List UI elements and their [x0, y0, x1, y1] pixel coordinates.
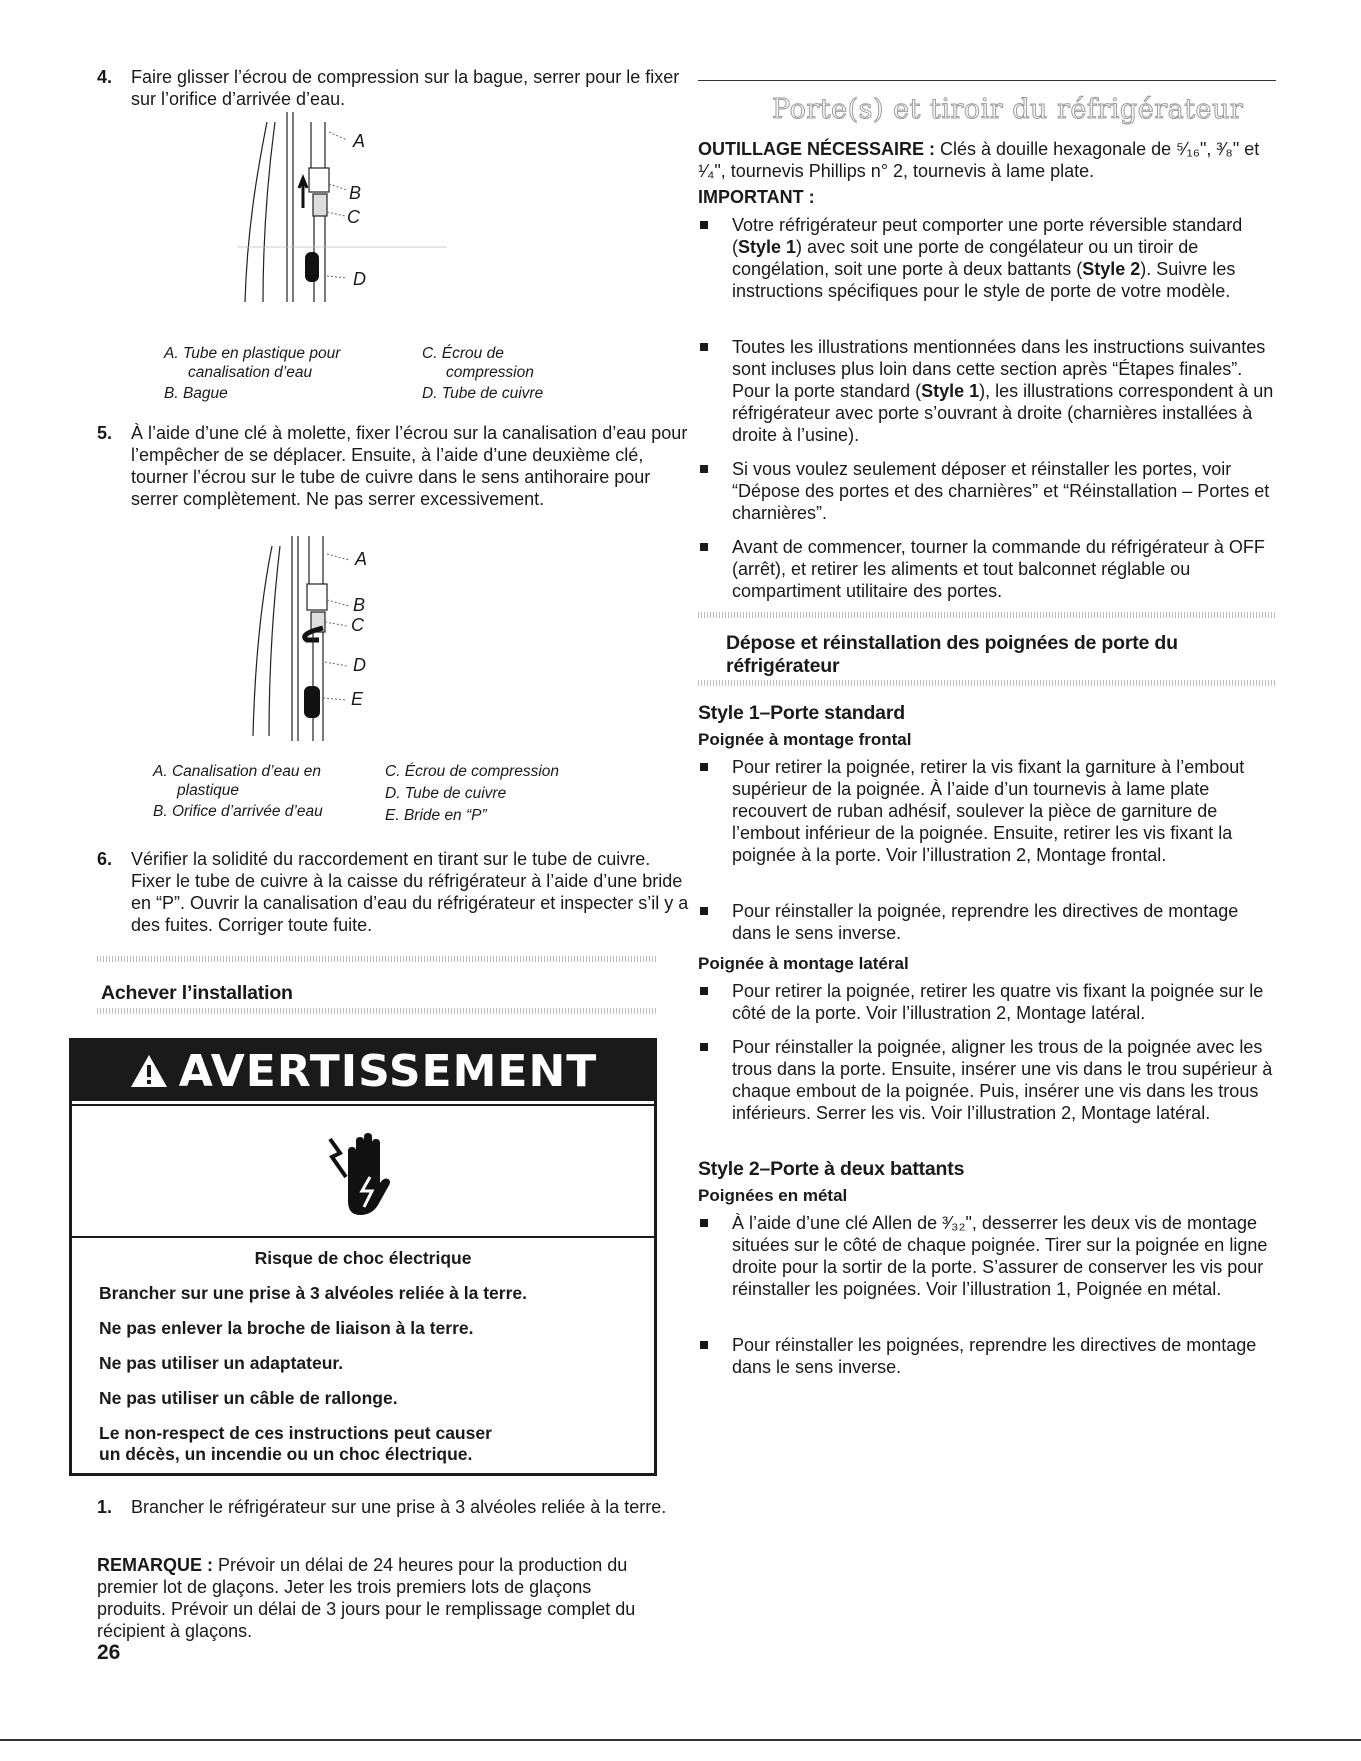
warning-line: Brancher sur une prise à 3 alvéoles reliée à la terre.	[99, 1283, 528, 1303]
bullet-icon	[700, 1043, 708, 1051]
bullet-icon	[700, 465, 708, 473]
label-b: B	[353, 595, 366, 615]
warning-line: Ne pas enlever la broche de liaison à la terre.	[99, 1318, 474, 1338]
bullet-icon	[700, 343, 708, 351]
caption-c: C. Écrou de compression	[385, 763, 560, 780]
bottom-rule	[0, 1739, 1361, 1741]
important-label: IMPORTANT :	[698, 187, 815, 207]
caption-b: B. Bague	[164, 385, 228, 402]
caption-e: E. Bride en “P”	[385, 807, 487, 824]
divider	[97, 1008, 657, 1014]
metal-bullet	[698, 1334, 1276, 1378]
step-text: À l’aide d’une clé à molette, fixer l’écrou sur la canalisation d’eau pour l’empêcher de se déplacer. Ensuite, à l’aide d’une deuxième clé, tourner l’écrou sur le tube de cuivre dans le sens antihoraire pour serrer complètement. Ne pas serrer excessivement.	[131, 423, 688, 509]
bullet-text: ) avec soit une porte de congélateur ou un tiroir de congélation, soit une porte à deux battants (	[732, 237, 1199, 279]
step-4	[97, 66, 691, 110]
warning-line: Ne pas utiliser un câble de rallonge.	[99, 1388, 398, 1408]
fitting-illustration	[97, 112, 657, 312]
remark-label: REMARQUE :	[97, 1555, 213, 1575]
important-bullet	[698, 214, 1276, 302]
important-bullet	[698, 536, 1276, 602]
warning-text	[72, 1238, 654, 1465]
bullet-icon	[700, 987, 708, 995]
step-number: 6.	[97, 849, 113, 869]
bullet-icon	[700, 1341, 708, 1349]
bullet-text: Pour réinstaller la poignée, reprendre les directives de montage dans le sens inverse.	[732, 901, 1239, 943]
step-text: Faire glisser l’écrou de compression sur la bague, serrer pour le fixer sur l’orifice d’arrivée d’eau.	[131, 67, 680, 109]
warning-consequence: Le non-respect de ces instructions peut causer	[99, 1423, 492, 1443]
water-line-illustration	[97, 536, 657, 746]
step-number: 4.	[97, 67, 113, 87]
label-c: C	[351, 615, 364, 635]
step-text: Brancher le réfrigérateur sur une prise à 3 alvéoles reliée à la terre.	[131, 1497, 667, 1517]
lateral-bullet	[698, 980, 1276, 1024]
tools-needed	[698, 138, 1276, 182]
step-6	[97, 848, 691, 936]
important-bullet	[698, 336, 1276, 446]
bullet-text: Si vous voulez seulement déposer et réinstaller les portes, voir “Dépose des portes et des charnières” et “Réinstallation – Portes et charnières”.	[732, 459, 1270, 523]
metal-heading: Poignées en métal	[698, 1186, 848, 1205]
style-ref: Style 1	[738, 237, 797, 257]
bullet-text: Toutes les illustrations mentionnées dans les instructions suivantes sont incluses plus loin dans cette section après “Étapes finales”. Pour la porte standard (	[732, 337, 1266, 401]
bullet-text: Avant de commencer, tourner la commande du réfrigérateur à OFF (arrêt), et retirer les aliments et tout balconnet réglable ou compartiment utilitaire des portes.	[732, 537, 1265, 601]
frontal-bullet	[698, 900, 1276, 944]
style1-heading: Style 1–Porte standard	[698, 702, 905, 724]
important-bullet	[698, 458, 1276, 524]
label-d: D	[353, 269, 366, 289]
divider	[698, 680, 1276, 686]
warning-title: AVERTISSEMENT	[178, 1045, 598, 1097]
caption-a: A. Canalisation d’eau en	[153, 763, 322, 780]
warning-consequence: un décès, un incendie ou un choc électrique.	[99, 1444, 473, 1464]
bullet-text: ), les illustrations correspondent à un réfrigérateur avec porte s’ouvrant à droite (charnières installées à droite à l’usine).	[732, 381, 1274, 445]
step-number: 5.	[97, 423, 113, 443]
figure-water-line	[97, 536, 657, 746]
bullet-text: À l’aide d’une clé Allen de ³⁄₃₂", desserrer les deux vis de montage situées sur le côté de chaque poignée. Tirer sur la poignée en ligne droite pour la sortir de la porte. S’assurer de conserver les vis pour réinstaller les poignées. Voir l’illustration 1, Poignée en métal.	[732, 1213, 1268, 1299]
warning-header	[72, 1041, 654, 1101]
warning-box	[69, 1038, 657, 1476]
bullet-text: ). Suivre les instructions spécifiques pour le style de porte de votre modèle.	[732, 259, 1236, 301]
divider	[698, 612, 1276, 618]
caption-c: C. Écrou de	[422, 345, 504, 362]
caption-b: B. Orifice d’arrivée d’eau	[153, 803, 323, 820]
bullet-icon	[700, 907, 708, 915]
caption-d: D. Tube de cuivre	[422, 385, 544, 402]
bullet-text: Pour retirer la poignée, retirer la vis fixant la garniture à l’embout supérieur de la poignée. À l’aide d’un tournevis à lame plate recouvert de ruban adhésif, soulever la pièce de garniture de l’embout inférieur de la poignée. Ensuite, retirer les vis fixant la poignée à la porte. Voir l’illustration 2, Montage frontal.	[732, 757, 1245, 865]
top-rule	[698, 80, 1276, 81]
style-ref: Style 1	[921, 381, 980, 401]
lateral-bullet	[698, 1036, 1276, 1124]
label-a: A	[353, 131, 366, 151]
label-a: A	[355, 549, 368, 569]
frontal-bullet	[698, 756, 1276, 866]
label-b: B	[349, 183, 362, 203]
remark-text: Prévoir un délai de 24 heures pour la production du premier lot de glaçons. Jeter les trois premiers lots de glaçons produits. Prévoir un délai de 3 jours pour le remplissage complet du récipient à glaçons.	[97, 1555, 636, 1641]
tools-label: OUTILLAGE NÉCESSAIRE :	[698, 139, 936, 159]
frontal-heading: Poignée à montage frontal	[698, 730, 912, 749]
figure-compression-nut	[97, 112, 657, 312]
section-title: Porte(s) et tiroir du réfrigérateur	[772, 94, 1244, 125]
caption-a-cont: plastique	[177, 782, 240, 799]
depose-heading: Dépose et réinstallation des poignées de porte du réfrigérateur	[726, 632, 1178, 677]
lateral-heading: Poignée à montage latéral	[698, 954, 909, 973]
label-d: D	[353, 655, 366, 675]
step-number: 1.	[97, 1497, 113, 1517]
electric-shock-hand-icon	[318, 1121, 408, 1221]
divider	[97, 956, 657, 962]
step-1	[97, 1496, 691, 1518]
caption-a-cont: canalisation d’eau	[188, 364, 313, 381]
label-c: C	[347, 207, 360, 227]
tools-text: Clés à douille hexagonale de ⁵⁄₁₆", ³⁄₈" et ¹⁄₄", tournevis Phillips n° 2, tournevis à lame plate.	[698, 139, 1260, 181]
bullet-icon	[700, 763, 708, 771]
bullet-text: Pour réinstaller la poignée, aligner les trous de la poignée avec les trous dans la porte. Ensuite, insérer une vis dans le trou supérieur à chaque embout de la poignée. Puis, insérer une vis dans les trous inférieurs. Serrer les vis. Voir l’illustration 2, Montage latéral.	[732, 1037, 1273, 1123]
bullet-text: Pour réinstaller les poignées, reprendre les directives de montage dans le sens inverse.	[732, 1335, 1257, 1377]
warning-line: Ne pas utiliser un adaptateur.	[99, 1353, 344, 1373]
style2-heading: Style 2–Porte à deux battants	[698, 1158, 965, 1180]
warning-triangle-icon	[129, 1053, 169, 1089]
shock-symbol	[72, 1106, 654, 1236]
risk-title: Risque de choc électrique	[254, 1248, 472, 1268]
bullet-text: Votre réfrigérateur peut comporter une porte réversible standard (	[732, 215, 1243, 257]
metal-bullet	[698, 1212, 1276, 1300]
section-heading: Achever l’installation	[101, 982, 293, 1004]
caption-a: A. Tube en plastique pour	[164, 345, 341, 362]
bullet-icon	[700, 1219, 708, 1227]
bullet-icon	[700, 543, 708, 551]
caption-d: D. Tube de cuivre	[385, 785, 507, 802]
step-text: Vérifier la solidité du raccordement en tirant sur le tube de cuivre. Fixer le tube de cuivre à la caisse du réfrigérateur à l’aide d’une bride en “P”. Ouvrir la canalisation d’eau du réfrigérateur et inspecter s’il y a des fuites. Corriger toute fuite.	[131, 849, 689, 935]
caption-c-cont: compression	[446, 364, 534, 381]
step-5	[97, 422, 691, 510]
page-number: 26	[97, 1641, 121, 1664]
bullet-icon	[700, 221, 708, 229]
style-ref: Style 2	[1082, 259, 1141, 279]
remark	[97, 1554, 657, 1642]
label-e: E	[351, 689, 364, 709]
bullet-text: Pour retirer la poignée, retirer les quatre vis fixant la poignée sur le côté de la porte. Voir l’illustration 2, Montage latéral.	[732, 981, 1264, 1023]
